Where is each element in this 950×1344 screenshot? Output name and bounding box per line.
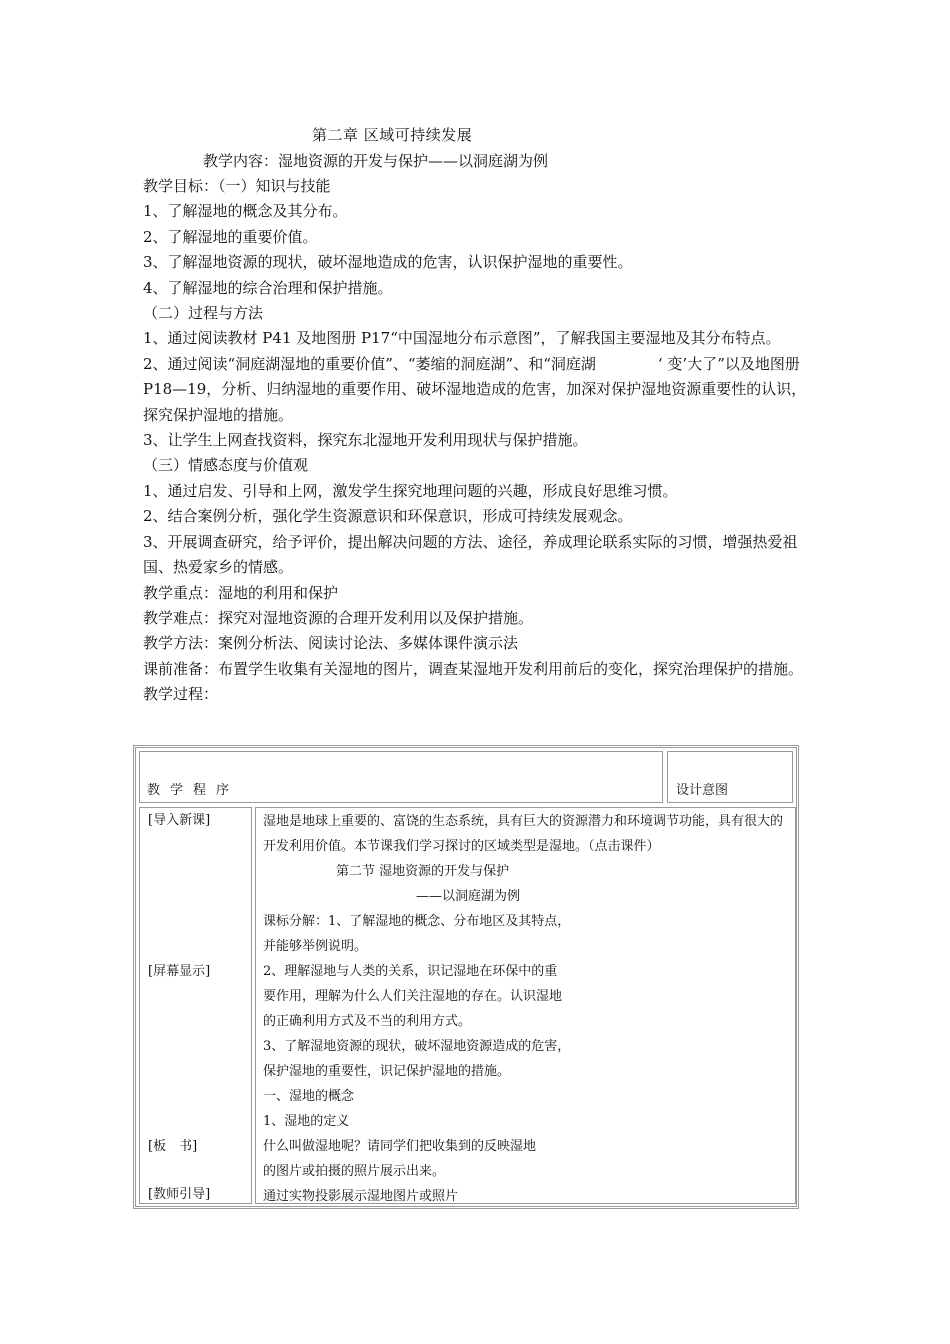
- process-item-2-start: 2、通过阅读“洞庭湖湿地的重要价值”、“萎缩的洞庭湖”、和“洞庭湖: [143, 354, 596, 373]
- teaching-process-table: [133, 745, 799, 1209]
- board-heading: 一、湿地的概念: [263, 1089, 355, 1104]
- standard-line: 并能够举例说明。: [263, 939, 368, 954]
- procedure-text: [263, 809, 791, 1209]
- procedure-content-column: [255, 807, 796, 1204]
- standard-line: 的正确利用方式及不当的利用方式。: [263, 1014, 472, 1029]
- attitude-item: 3、开展调查研究，给予评价，提出解决问题的方法、途径，养成理论联系实际的习惯，增强热爱祖国、热爱家乡的情感。: [143, 532, 798, 577]
- question-line: 什么叫做湿地呢？请同学们把收集到的反映湿地: [263, 1139, 537, 1154]
- knowledge-item: 1、了解湿地的概念及其分布。: [143, 202, 348, 221]
- lesson-plan-body: [143, 174, 811, 708]
- section-subtitle: ——以洞庭湖为例: [416, 889, 521, 904]
- stage-label-screen: [屏幕显示]: [148, 964, 211, 979]
- table-header-row: [136, 748, 796, 805]
- header-cell-procedure: [139, 751, 663, 803]
- methods: 教学方法：案例分析法、阅读讨论法、多媒体课件演示法: [143, 634, 519, 653]
- stage-label-board: [板 书]: [148, 1139, 198, 1154]
- header-procedure-label: 教学程序: [147, 783, 240, 798]
- standard-line: 要作用，理解为什么人们关注湿地的存在。认识湿地: [263, 989, 563, 1004]
- process-item-2-rest: ‘ 变’大了”以及地图册 P18—19，分析、归纳湿地的重要作用、破坏湿地造成的危害，加深对保护湿地资源重要性的认识，探究保护湿地的措施。: [143, 354, 807, 424]
- section-title: 第二节 湿地资源的开发与保护: [336, 864, 510, 879]
- process-label: 教学过程：: [143, 685, 219, 704]
- board-subheading: 1、湿地的定义: [263, 1114, 350, 1129]
- standard-line: 3、了解湿地资源的现状，破坏湿地资源造成的危害，: [263, 1039, 571, 1054]
- standard-line: 2、理解湿地与人类的关系，识记湿地在环保中的重: [263, 964, 558, 979]
- stage-label-teacher: [教师引导]: [148, 1187, 211, 1202]
- process-item: [143, 352, 811, 428]
- knowledge-item: 3、了解湿地资源的现状，破坏湿地造成的危害，认识保护湿地的重要性。: [143, 253, 633, 272]
- teacher-guide-line: 通过实物投影展示湿地图片或照片: [263, 1189, 459, 1204]
- stage-label-column: [139, 807, 252, 1204]
- question-line: 的图片或拍摄的照片展示出来。: [263, 1164, 446, 1179]
- chapter-title: 第二章 区域可持续发展: [312, 126, 473, 144]
- intro-text: 湿地是地球上重要的、富饶的生态系统，具有巨大的资源潜力和环境调节功能，具有很大的开发利用价值。本节课我们学习探讨的区域类型是湿地。（点击课件）: [263, 814, 784, 854]
- difficulty: 教学难点：探究对湿地资源的合理开发利用以及保护措施。: [143, 608, 534, 627]
- process-item: 3、让学生上网查找资料，探究东北湿地开发利用现状与保护措施。: [143, 431, 588, 450]
- knowledge-item: 4、了解湿地的综合治理和保护措施。: [143, 278, 393, 297]
- attitude-item: 1、通过启发、引导和上网，激发学生探究地理问题的兴趣，形成良好思维习惯。: [143, 481, 678, 500]
- standard-line: 课标分解：1、了解湿地的概念、分布地区及其特点，: [263, 914, 571, 929]
- teaching-content-line: 教学内容：湿地资源的开发与保护——以洞庭湖为例: [203, 152, 549, 170]
- standard-line: 保护湿地的重要性，识记保护湿地的措施。: [263, 1064, 511, 1079]
- knowledge-item: 2、了解湿地的重要价值。: [143, 227, 318, 246]
- stage-label-intro: [导入新课]: [148, 813, 211, 828]
- key-points: 教学重点：湿地的利用和保护: [143, 583, 339, 602]
- preparation: 课前准备：布置学生收集有关湿地的图片，调查某湿地开发利用前后的变化，探究治理保护的措施。: [143, 659, 804, 678]
- attitude-heading: （三）情感态度与价值观: [143, 456, 309, 475]
- process-heading: （二）过程与方法: [143, 304, 264, 323]
- header-intent-label: 设计意图: [676, 783, 729, 798]
- objectives-heading: 教学目标：（一）知识与技能: [143, 177, 331, 195]
- header-cell-intent: [667, 751, 793, 803]
- attitude-item: 2、结合案例分析，强化学生资源意识和环保意识，形成可持续发展观念。: [143, 507, 633, 526]
- process-item: 1、通过阅读教材 P41 及地图册 P17“中国湿地分布示意图”，了解我国主要湿地及其分布特点。: [143, 329, 781, 348]
